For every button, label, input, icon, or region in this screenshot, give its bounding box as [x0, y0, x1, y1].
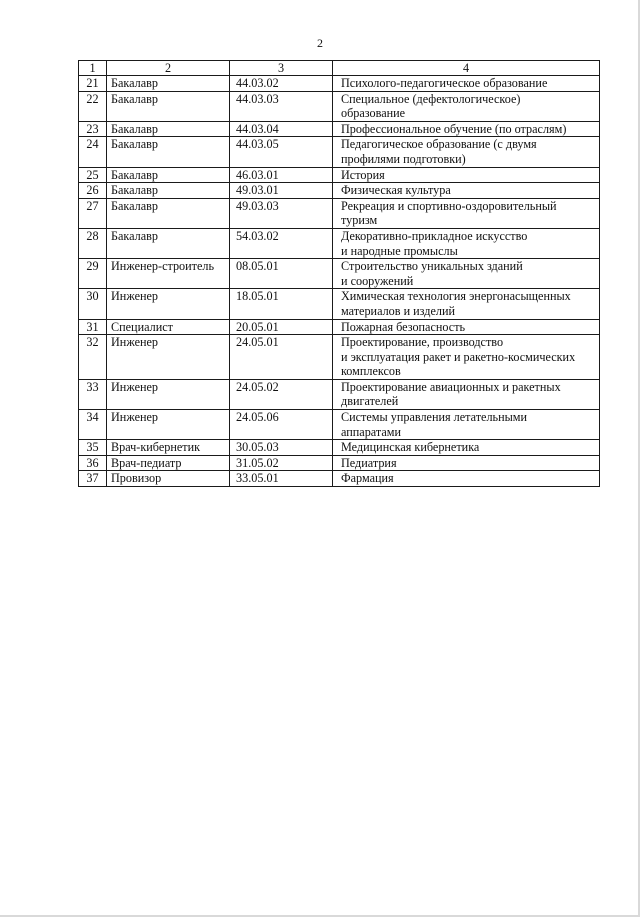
- code-cell: 33.05.01: [230, 471, 333, 487]
- specialty-name-line: Профессиональное обучение (по отраслям): [341, 121, 567, 136]
- table-row: [79, 410, 600, 440]
- specialty-name-line: Педагогическое образование (с двумя: [341, 137, 537, 152]
- code-cell: 44.03.04: [230, 121, 333, 137]
- specialty-name-cell: [333, 91, 600, 121]
- code-cell: 08.05.01: [230, 259, 333, 289]
- code-cell: 49.03.03: [230, 198, 333, 228]
- specialty-name-cell: [333, 289, 600, 319]
- row-number-cell: 33: [79, 379, 107, 409]
- row-number-cell: 25: [79, 167, 107, 183]
- column-header-qualification: 2: [107, 61, 230, 76]
- specialty-name-cell: [333, 228, 600, 258]
- qualification-cell: Инженер: [107, 410, 230, 440]
- specialty-name-line: Физическая культура: [341, 183, 451, 198]
- specialty-name-cell: [333, 471, 600, 487]
- qualification-cell: Бакалавр: [107, 91, 230, 121]
- code-cell: 31.05.02: [230, 455, 333, 471]
- code-cell: 44.03.05: [230, 137, 333, 167]
- row-number-cell: 26: [79, 183, 107, 199]
- specialty-name-cell: [333, 183, 600, 199]
- specialty-name-line: Системы управления летательными: [341, 410, 528, 425]
- code-cell: 44.03.02: [230, 76, 333, 92]
- table-row: [79, 183, 600, 199]
- code-cell: 24.05.06: [230, 410, 333, 440]
- specialty-name-line: и сооружений: [341, 273, 414, 288]
- column-header-name: 4: [333, 61, 600, 76]
- specialty-name-cell: [333, 198, 600, 228]
- page-number: 2: [317, 36, 323, 50]
- row-number-cell: 27: [79, 198, 107, 228]
- table-row: [79, 91, 600, 121]
- specialty-name-line: Проектирование, производство: [341, 335, 504, 350]
- row-number-cell: 32: [79, 335, 107, 380]
- table-row: [79, 319, 600, 335]
- table-body: [79, 76, 600, 487]
- column-header-number: 1: [79, 61, 107, 76]
- table-row: [79, 335, 600, 380]
- code-cell: 54.03.02: [230, 228, 333, 258]
- row-number-cell: 21: [79, 76, 107, 92]
- table-row: [79, 198, 600, 228]
- specialty-name-line: Декоративно-прикладное искусство: [341, 228, 528, 243]
- table-row: [79, 137, 600, 167]
- specialty-name-line: туризм: [341, 213, 378, 228]
- specialty-name-line: Медицинская кибернетика: [341, 440, 480, 455]
- specialty-name-line: История: [341, 167, 385, 182]
- row-number-cell: 24: [79, 137, 107, 167]
- specialty-name-cell: [333, 319, 600, 335]
- specialty-name-line: Педиатрия: [341, 455, 397, 470]
- specialty-name-cell: [333, 410, 600, 440]
- specialty-name-line: Пожарная безопасность: [341, 319, 466, 334]
- row-number-cell: 31: [79, 319, 107, 335]
- specialty-name-cell: [333, 455, 600, 471]
- code-cell: 24.05.02: [230, 379, 333, 409]
- qualification-cell: Инженер: [107, 289, 230, 319]
- row-number-cell: 36: [79, 455, 107, 471]
- code-cell: 30.05.03: [230, 440, 333, 456]
- row-number-cell: 37: [79, 471, 107, 487]
- code-cell: 44.03.03: [230, 91, 333, 121]
- specialty-name-line: Специальное (дефектологическое): [341, 91, 521, 106]
- row-number-cell: 34: [79, 410, 107, 440]
- specialty-name-line: Психолого-педагогическое образование: [341, 76, 548, 90]
- code-cell: 20.05.01: [230, 319, 333, 335]
- specialty-name-line: и народные промыслы: [341, 243, 458, 258]
- specialty-name-line: профилями подготовки): [341, 151, 466, 166]
- qualification-cell: Инженер-строитель: [107, 259, 230, 289]
- code-cell: 24.05.01: [230, 335, 333, 380]
- column-header-code: 3: [230, 61, 333, 76]
- qualification-cell: Бакалавр: [107, 228, 230, 258]
- row-number-cell: 28: [79, 228, 107, 258]
- specialties-table: [78, 60, 600, 487]
- qualification-cell: Бакалавр: [107, 183, 230, 199]
- specialty-name-line: аппаратами: [341, 424, 402, 439]
- table-header-row: [79, 61, 600, 76]
- specialty-name-line: материалов и изделий: [341, 303, 455, 318]
- table-row: [79, 228, 600, 258]
- qualification-cell: Бакалавр: [107, 76, 230, 92]
- specialty-name-cell: [333, 259, 600, 289]
- qualification-cell: Врач-кибернетик: [107, 440, 230, 456]
- row-number-cell: 23: [79, 121, 107, 137]
- specialty-name-cell: [333, 137, 600, 167]
- table-row: [79, 121, 600, 137]
- specialty-name-cell: [333, 76, 600, 92]
- specialty-name-cell: [333, 335, 600, 380]
- qualification-cell: Бакалавр: [107, 137, 230, 167]
- specialty-name-line: Фармация: [341, 471, 394, 486]
- specialty-name-cell: [333, 379, 600, 409]
- qualification-cell: Бакалавр: [107, 121, 230, 137]
- table-row: [79, 167, 600, 183]
- qualification-cell: Инженер: [107, 379, 230, 409]
- specialty-name-line: Рекреация и спортивно-оздоровительный: [341, 198, 557, 213]
- row-number-cell: 35: [79, 440, 107, 456]
- row-number-cell: 30: [79, 289, 107, 319]
- specialty-name-cell: [333, 440, 600, 456]
- specialty-name-line: Строительство уникальных зданий: [341, 259, 523, 274]
- table-row: [79, 471, 600, 487]
- table-row: [79, 455, 600, 471]
- table-row: [79, 379, 600, 409]
- specialty-name-line: и эксплуатация ракет и ракетно-космических: [341, 349, 576, 364]
- specialty-name-cell: [333, 121, 600, 137]
- specialty-name-cell: [333, 167, 600, 183]
- code-cell: 18.05.01: [230, 289, 333, 319]
- qualification-cell: Специалист: [107, 319, 230, 335]
- specialty-name-line: комплексов: [341, 364, 401, 379]
- qualification-cell: Врач-педиатр: [107, 455, 230, 471]
- qualification-cell: Инженер: [107, 335, 230, 380]
- code-cell: 46.03.01: [230, 167, 333, 183]
- table-row: [79, 440, 600, 456]
- qualification-cell: Бакалавр: [107, 167, 230, 183]
- specialty-name-line: Проектирование авиационных и ракетных: [341, 379, 561, 394]
- specialty-name-line: Химическая технология энергонасыщенных: [341, 289, 571, 304]
- qualification-cell: Провизор: [107, 471, 230, 487]
- table-row: [79, 76, 600, 92]
- row-number-cell: 22: [79, 91, 107, 121]
- specialty-name-line: двигателей: [341, 394, 399, 409]
- table-row: [79, 259, 600, 289]
- specialty-name-line: образование: [341, 106, 406, 121]
- row-number-cell: 29: [79, 259, 107, 289]
- table-row: [79, 289, 600, 319]
- code-cell: 49.03.01: [230, 183, 333, 199]
- qualification-cell: Бакалавр: [107, 198, 230, 228]
